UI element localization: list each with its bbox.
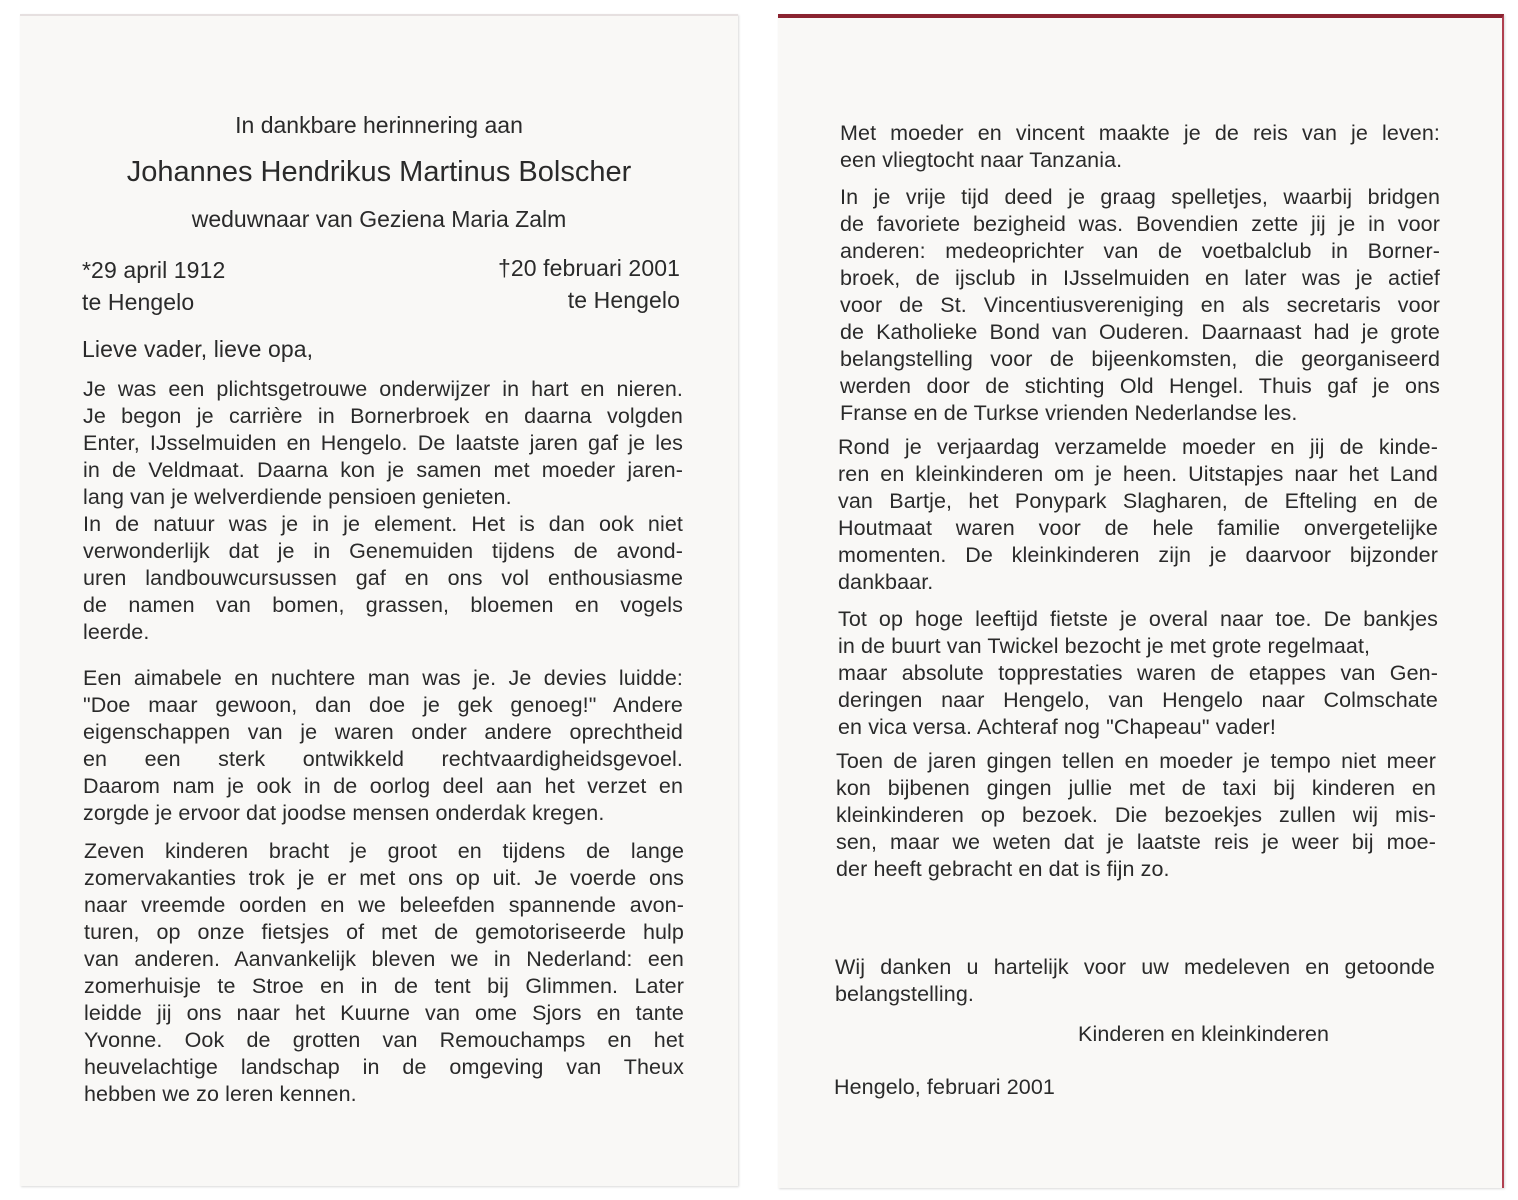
line: Yvonne. Ook de grotten van Remouchamps en het: [84, 1028, 684, 1052]
line: deringen naar Hengelo, van Hengelo naar Colmschate: [838, 688, 1438, 712]
line: In de natuur was je in je element. Het is dan ook niet: [83, 512, 683, 536]
signature: Kinderen en kleinkinderen: [1078, 1022, 1330, 1046]
place-date: Hengelo, februari 2001: [834, 1075, 1055, 1099]
line: maar absolute topprestaties waren de etappes van Gen-: [838, 661, 1438, 685]
line: Zeven kinderen bracht je groot en tijdens de lange: [84, 839, 684, 863]
line: momenten. De kleinkinderen zijn je daarvoor bijzonder: [838, 543, 1438, 567]
line: broek, de ijsclub in IJsselmuiden en later was je actief: [840, 266, 1440, 290]
line: anderen: medeoprichter van de voetbalclub in Borner-: [840, 239, 1440, 263]
line: Tot op hoge leeftijd fietste je overal naar toe. De bankjes: [838, 607, 1438, 631]
left-card: [20, 14, 738, 1186]
line: Toen de jaren gingen tellen en moeder je tempo niet meer: [836, 749, 1436, 773]
birth-date: *29 april 1912: [82, 257, 226, 283]
line: turen, op onze fietsjes of met de gemotoriseerde hulp: [84, 920, 684, 944]
memorial-header: In dankbare herinnering aan: [235, 112, 523, 138]
paragraph-r3: [838, 434, 1438, 596]
line: dankbaar.: [838, 570, 934, 594]
line: en een sterk ontwikkeld rechtvaardigheidsgevoel.: [83, 747, 683, 771]
line: Franse en de Turkse vrienden Nederlandse les.: [840, 401, 1298, 425]
line: de favoriete bezigheid was. Bovendien zette jij je in voor: [840, 212, 1440, 236]
line: verwonderlijk dat je in Genemuiden tijdens de avond-: [83, 539, 683, 563]
paragraph-r2: [840, 184, 1440, 427]
line: kon bijbenen gingen jullie met de taxi bij kinderen en: [836, 776, 1436, 800]
line: Een aimabele en nuchtere man was je. Je devies luidde:: [83, 666, 683, 690]
line: "Doe maar gewoon, dan doe je gek genoeg!" Andere: [83, 693, 683, 717]
line: een vliegtocht naar Tanzania.: [840, 148, 1123, 172]
line: voor de St. Vincentiusvereniging en als secretaris voor: [840, 293, 1440, 317]
paragraph-r5: [836, 748, 1436, 883]
line: Wij danken u hartelijk voor uw medeleven en getoonde: [835, 955, 1435, 979]
line: zorgde je ervoor dat joodse mensen onderdak kregen.: [83, 801, 605, 825]
line: uren landbouwcursussen gaf en ons vol enthousiasme: [83, 566, 683, 590]
line: naar vreemde oorden en we beleefden spannende avon-: [84, 893, 684, 917]
line: belangstelling.: [835, 982, 974, 1006]
line: heuvelachtige landschap in de omgeving van Theux: [84, 1055, 684, 1079]
deceased-name: Johannes Hendrikus Martinus Bolscher: [126, 156, 632, 188]
line: en vica versa. Achteraf nog "Chapeau" vader!: [838, 715, 1276, 739]
line: Daarom nam je ook in de oorlog deel aan het verzet en: [83, 774, 683, 798]
line: werden door de stichting Old Hengel. Thuis gaf je ons: [840, 374, 1440, 398]
line: Houtmaat waren voor de hele familie onvergetelijke: [838, 516, 1438, 540]
line: ren en kleinkinderen om je heen. Uitstapjes naar het Land: [838, 462, 1438, 486]
birth-place: te Hengelo: [82, 289, 195, 315]
line: zomerhuisje te Stroe en in de tent bij Glimmen. Later: [84, 974, 684, 998]
birth-block: [82, 254, 225, 318]
death-date: †20 februari 2001: [497, 255, 680, 281]
line: in de buurt van Twickel bezocht je met grote regelmaat,: [838, 634, 1371, 658]
line: leerde.: [83, 620, 150, 644]
spouse-line: weduwnaar van Geziena Maria Zalm: [191, 206, 567, 232]
right-card: [778, 14, 1504, 1188]
line: Je was een plichtsgetrouwe onderwijzer in hart en nieren.: [83, 377, 683, 401]
death-block: [498, 252, 680, 316]
paragraph-3: [83, 665, 683, 827]
line: eigenschappen van je waren onder andere oprechtheid: [83, 720, 683, 744]
line: leidde jij ons naar het Kuurne van ome Sjors en tante: [84, 1001, 684, 1025]
line: belangstelling voor de bijeenkomsten, die georganiseerd: [840, 347, 1440, 371]
line: hebben we zo leren kennen.: [84, 1082, 357, 1106]
thanks-paragraph: [835, 954, 1435, 1008]
line: der heeft gebracht en dat is fijn zo.: [836, 857, 1170, 881]
paragraph-1-2: [83, 376, 683, 646]
death-place: te Hengelo: [567, 287, 680, 313]
line: Je begon je carrière in Bornerbroek en daarna volgden: [83, 404, 683, 428]
salutation: Lieve vader, lieve opa,: [82, 336, 314, 362]
line: van anderen. Aanvankelijk bleven we in Nederland: een: [84, 947, 684, 971]
line: kleinkinderen op bezoek. Die bezoekjes zullen wij mis-: [836, 803, 1436, 827]
paragraph-r1: [840, 120, 1440, 174]
line: in de Veldmaat. Daarna kon je samen met moeder jaren-: [83, 458, 683, 482]
line: zomervakanties trok je er met ons op uit. Je voerde ons: [84, 866, 684, 890]
paragraph-r4: [838, 606, 1438, 741]
paragraph-4: [84, 838, 684, 1108]
line: Enter, IJsselmuiden en Hengelo. De laatste jaren gaf je les: [83, 431, 683, 455]
line: sen, maar we weten dat je laatste reis je weer bij moe-: [836, 830, 1436, 854]
line: de namen van bomen, grassen, bloemen en vogels: [83, 593, 683, 617]
line: In je vrije tijd deed je graag spelletjes, waarbij bridgen: [840, 185, 1440, 209]
line: van Bartje, het Ponypark Slagharen, de Efteling en de: [838, 489, 1438, 513]
line: Rond je verjaardag verzamelde moeder en jij de kinde-: [838, 435, 1438, 459]
line: lang van je welverdiende pensioen genieten.: [83, 485, 512, 509]
line: Met moeder en vincent maakte je de reis van je leven:: [840, 121, 1440, 145]
line: de Katholieke Bond van Ouderen. Daarnaast had je grote: [840, 320, 1440, 344]
